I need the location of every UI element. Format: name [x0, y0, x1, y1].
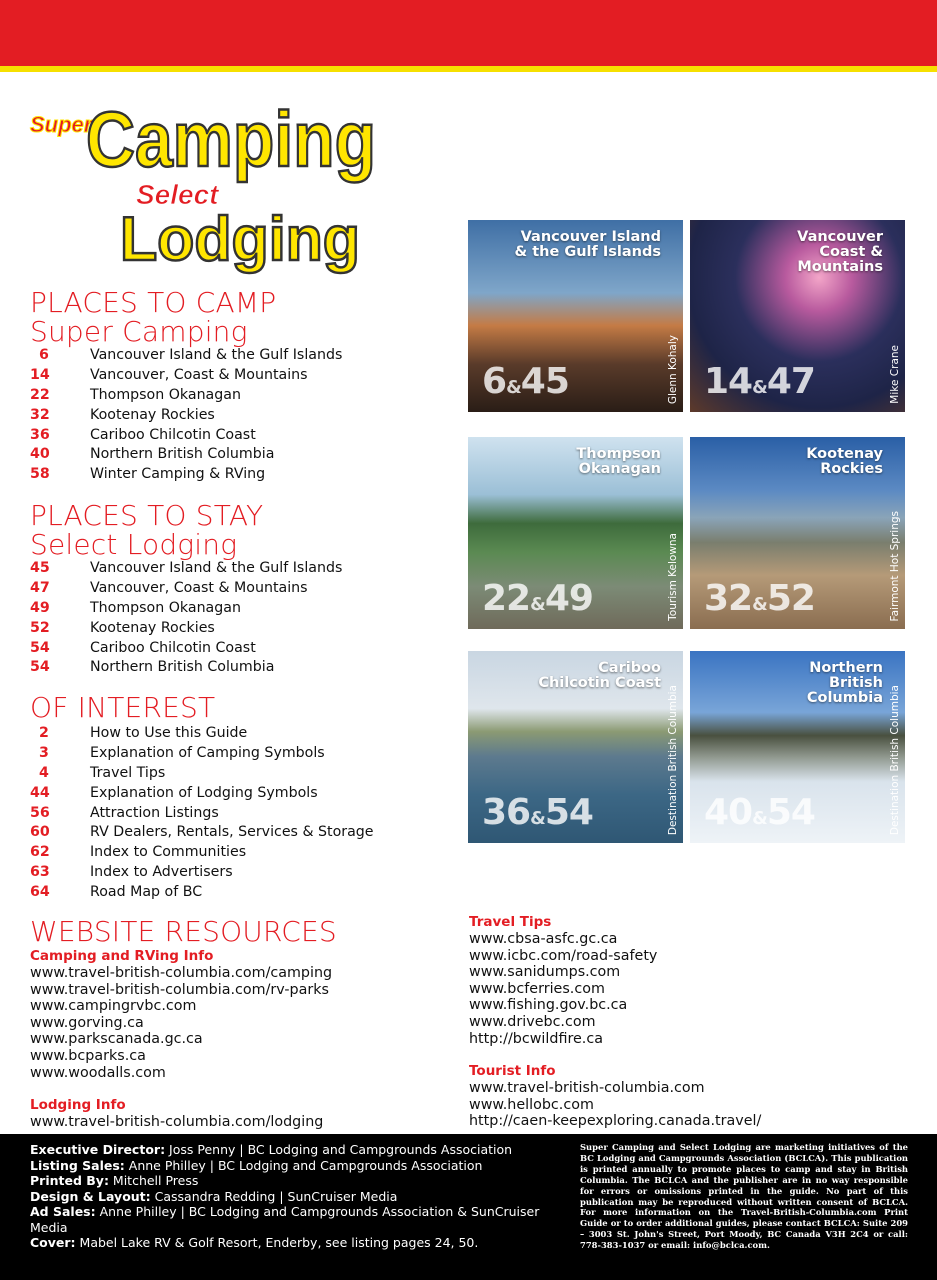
toc-entry — [30, 346, 430, 366]
credit-line — [30, 1204, 550, 1235]
toc-entry — [30, 426, 430, 446]
photo-northern-bc — [690, 651, 905, 843]
toc-label: Winter Camping & RVing — [90, 466, 266, 483]
camp-title-line2: Super Camping — [30, 315, 248, 348]
camp-section-title — [30, 288, 276, 346]
toc-entry — [30, 445, 430, 465]
toc-label: Index to Advertisers — [90, 864, 233, 881]
toc-entry — [30, 559, 430, 579]
stay-title-line1: PLACES TO STAY — [30, 499, 264, 532]
lodging-links — [30, 1114, 323, 1131]
website-link[interactable]: www.cbsa-asfc.gc.ca — [469, 931, 618, 947]
photo-credit: Mike Crane — [889, 345, 901, 404]
website-link[interactable]: www.gorving.ca — [30, 1014, 144, 1031]
credit-line — [30, 1158, 550, 1174]
legal-notice: Super Camping and Select Lodging are marketing initiatives of the BC Lodging and Campgrounds Association (BCLCA). This publication is printed annually to promote places to camp and stay in British Columbia. The BCLCA and the publisher are in no way responsible for errors or omissions printed in the guide. No part of this publication may be reproduced without written consent of BCLCA. For more information on the Travel-British-Columbia.com Print Guide or to order additional guides, please contact BCLCA: Suite 209 – 3003 St. John's Street, Port Moody, BC Canada V3H 2C4 or call: 778-383-1037 or email: info@bclca.com. — [580, 1142, 908, 1251]
toc-page-number: 56 — [30, 804, 50, 821]
credit-label: Listing Sales: — [30, 1157, 125, 1173]
toc-label: RV Dealers, Rentals, Services & Storage — [90, 824, 374, 841]
website-link[interactable]: www.woodalls.com — [30, 1064, 166, 1081]
credit-value: Anne Philley | BC Lodging and Campgrounds Association & SunCruiser Media — [30, 1204, 540, 1235]
toc-page-number: 32 — [30, 406, 50, 423]
credit-label: Design & Layout: — [30, 1188, 151, 1204]
stay-title-line2: Select Lodging — [30, 528, 238, 561]
top-banner — [0, 0, 937, 66]
tourist-info-heading: Tourist Info — [469, 1063, 556, 1079]
ampersand: & — [752, 594, 767, 615]
toc-entry — [30, 579, 430, 599]
toc-page-number: 62 — [30, 844, 50, 861]
website-link[interactable]: www.drivebc.com — [469, 1013, 596, 1030]
interest-toc-list — [30, 724, 430, 903]
toc-label: Road Map of BC — [90, 884, 203, 901]
website-link[interactable]: www.sanidumps.com — [469, 964, 621, 981]
lodging-page: 52 — [766, 578, 815, 619]
toc-page-number: 44 — [30, 784, 50, 801]
photo-cariboo-chilcotin — [468, 651, 683, 843]
website-link[interactable]: www.travel-british-columbia.com/rv-parks — [30, 981, 329, 998]
toc-entry — [30, 804, 430, 824]
toc-entry — [30, 465, 430, 485]
toc-page-number: 36 — [30, 426, 50, 443]
super-camping-select-lodging-logo — [28, 80, 378, 280]
stay-toc-list — [30, 559, 430, 678]
toc-label: How to Use this Guide — [90, 725, 248, 741]
photo-credit: Glenn Kohaly — [667, 334, 679, 404]
photo-title: Northern British Columbia — [806, 660, 883, 706]
travel-tips-heading: Travel Tips — [469, 914, 552, 930]
toc-label: Thompson Okanagan — [90, 599, 241, 616]
camping-info-heading: Camping and RVing Info — [30, 948, 214, 964]
toc-label: Kootenay Rockies — [90, 619, 215, 636]
credit-line — [30, 1142, 550, 1158]
toc-entry — [30, 658, 430, 678]
lodging-page: 54 — [544, 792, 593, 833]
toc-page-number: 45 — [30, 560, 50, 576]
toc-label: Vancouver Island & the Gulf Islands — [90, 347, 343, 363]
website-link[interactable]: www.icbc.com/road-safety — [469, 947, 658, 964]
credit-label: Executive Director: — [30, 1142, 166, 1157]
toc-entry — [30, 863, 430, 883]
photo-pages — [704, 361, 815, 402]
ampersand: & — [530, 594, 545, 615]
toc-page-number: 14 — [30, 366, 50, 383]
photo-title: Vancouver Coast & Mountains — [797, 229, 883, 275]
photo-title: Cariboo Chilcotin Coast — [538, 660, 661, 691]
credit-value: Mabel Lake RV & Golf Resort, Enderby, see listing pages 24, 50. — [75, 1235, 479, 1250]
toc-entry — [30, 764, 430, 784]
photo-credit: Fairmont Hot Springs — [889, 510, 901, 621]
photo-pages — [482, 578, 593, 619]
credit-line — [30, 1189, 550, 1205]
camping-page: 6 — [482, 361, 507, 402]
camp-toc-list — [30, 346, 430, 485]
ampersand: & — [506, 377, 521, 398]
website-link[interactable]: www.bcparks.ca — [30, 1047, 146, 1064]
toc-label: Cariboo Chilcotin Coast — [90, 639, 256, 656]
toc-page-number: 58 — [30, 466, 50, 483]
logo-camping: Camping — [86, 95, 376, 183]
toc-entry — [30, 639, 430, 659]
toc-label: Vancouver, Coast & Mountains — [90, 366, 308, 383]
credit-value: Mitchell Press — [108, 1173, 199, 1188]
credits-block — [30, 1142, 550, 1251]
lodging-page: 49 — [544, 578, 593, 619]
photo-pages — [704, 792, 815, 833]
toc-page-number: 64 — [30, 884, 50, 901]
logo-select: Select — [136, 179, 219, 210]
credit-label: Ad Sales: — [30, 1204, 96, 1219]
toc-page-number: 49 — [30, 599, 50, 616]
photo-credit: Destination British Columbia — [667, 684, 679, 835]
photo-pages — [482, 361, 569, 402]
website-link[interactable]: www.bcferries.com — [469, 980, 605, 997]
lodging-info-heading: Lodging Info — [30, 1097, 126, 1113]
camping-page: 22 — [482, 578, 531, 619]
credit-value: Joss Penny | BC Lodging and Campgrounds Association — [165, 1142, 513, 1157]
toc-label: Index to Communities — [90, 844, 247, 861]
toc-page-number: 54 — [30, 639, 50, 656]
photo-title: Vancouver Island & the Gulf Islands — [514, 229, 661, 260]
toc-label: Northern British Columbia — [90, 659, 275, 676]
photo-vancouver-island — [468, 220, 683, 412]
logo-super: Super — [30, 112, 93, 137]
photo-thompson-okanagan — [468, 437, 683, 629]
photo-credit: Destination British Columbia — [889, 684, 901, 835]
toc-label: Northern British Columbia — [90, 446, 275, 463]
toc-page-number: 6 — [39, 347, 49, 363]
interest-section-title: OF INTEREST — [30, 691, 216, 724]
toc-label: Explanation of Lodging Symbols — [90, 784, 318, 801]
toc-entry — [30, 599, 430, 619]
toc-page-number: 63 — [30, 864, 50, 881]
ampersand: & — [752, 377, 767, 398]
photo-title: Thompson Okanagan — [576, 446, 661, 477]
photo-pages — [482, 792, 593, 833]
toc-label: Travel Tips — [90, 764, 166, 781]
credit-label: Cover: — [30, 1235, 76, 1250]
toc-label: Explanation of Camping Symbols — [90, 744, 325, 761]
toc-label: Cariboo Chilcotin Coast — [90, 426, 256, 443]
photo-title: Kootenay Rockies — [806, 446, 883, 477]
toc-entry — [30, 619, 430, 639]
banner-stripe — [0, 66, 937, 72]
toc-entry — [30, 724, 430, 744]
stay-section-title — [30, 501, 263, 559]
toc-entry — [30, 843, 430, 863]
toc-entry — [30, 744, 430, 764]
website-link[interactable]: www.travel-british-columbia.com/camping — [30, 965, 333, 981]
ampersand: & — [530, 808, 545, 829]
website-link[interactable]: http://bcwildfire.ca — [469, 1030, 603, 1047]
photo-vancouver-coast — [690, 220, 905, 412]
toc-label: Kootenay Rockies — [90, 406, 215, 423]
toc-label: Thompson Okanagan — [90, 386, 241, 403]
credit-label: Printed By: — [30, 1173, 109, 1188]
camping-page: 36 — [482, 792, 531, 833]
credit-line — [30, 1235, 550, 1251]
toc-page-number: 4 — [39, 764, 49, 781]
toc-entry — [30, 366, 430, 386]
tourist-info-links — [469, 1080, 761, 1130]
toc-label: Vancouver Island & the Gulf Islands — [90, 560, 343, 576]
photo-kootenay-rockies — [690, 437, 905, 629]
footer — [0, 1134, 937, 1280]
toc-page-number: 2 — [39, 725, 49, 741]
camp-title-line1: PLACES TO CAMP — [30, 286, 277, 319]
toc-label: Attraction Listings — [90, 804, 219, 821]
toc-label: Vancouver, Coast & Mountains — [90, 579, 308, 596]
credit-value: Anne Philley | BC Lodging and Campgrounds Association — [124, 1157, 483, 1173]
photo-credit: Tourism Kelowna — [667, 533, 679, 621]
toc-entry — [30, 784, 430, 804]
website-link[interactable]: www.travel-british-columbia.com — [469, 1080, 705, 1096]
toc-page-number: 52 — [30, 619, 50, 636]
website-link[interactable]: www.campingrvbc.com — [30, 998, 197, 1015]
travel-tips-links — [469, 931, 657, 1047]
website-link[interactable]: www.travel-british-columbia.com/lodging — [30, 1114, 324, 1130]
toc-page-number: 60 — [30, 824, 50, 841]
lodging-page: 45 — [520, 361, 569, 402]
toc-entry — [30, 883, 430, 903]
toc-entry — [30, 406, 430, 426]
photo-pages — [704, 578, 815, 619]
website-link[interactable]: www.fishing.gov.bc.ca — [469, 997, 628, 1014]
camping-page: 14 — [704, 361, 753, 402]
camping-links — [30, 965, 332, 1081]
website-link[interactable]: www.parkscanada.gc.ca — [30, 1031, 203, 1048]
toc-page-number: 40 — [30, 446, 50, 463]
resources-title: WEBSITE RESOURCES — [30, 915, 337, 948]
toc-page-number: 22 — [30, 386, 50, 403]
lodging-page: 47 — [766, 361, 815, 402]
toc-entry — [30, 386, 430, 406]
toc-entry — [30, 823, 430, 843]
logo-lodging: Lodging — [120, 205, 360, 274]
camping-page: 40 — [704, 792, 753, 833]
website-link[interactable]: http://caen-keepexploring.canada.travel/ — [469, 1113, 762, 1130]
website-link[interactable]: www.hellobc.com — [469, 1096, 594, 1113]
toc-page-number: 54 — [30, 659, 50, 676]
credit-line — [30, 1173, 550, 1189]
camping-page: 32 — [704, 578, 753, 619]
credit-value: Cassandra Redding | SunCruiser Media — [150, 1188, 398, 1204]
lodging-page: 54 — [766, 792, 815, 833]
ampersand: & — [752, 808, 767, 829]
toc-page-number: 47 — [30, 579, 50, 596]
toc-page-number: 3 — [39, 744, 49, 761]
